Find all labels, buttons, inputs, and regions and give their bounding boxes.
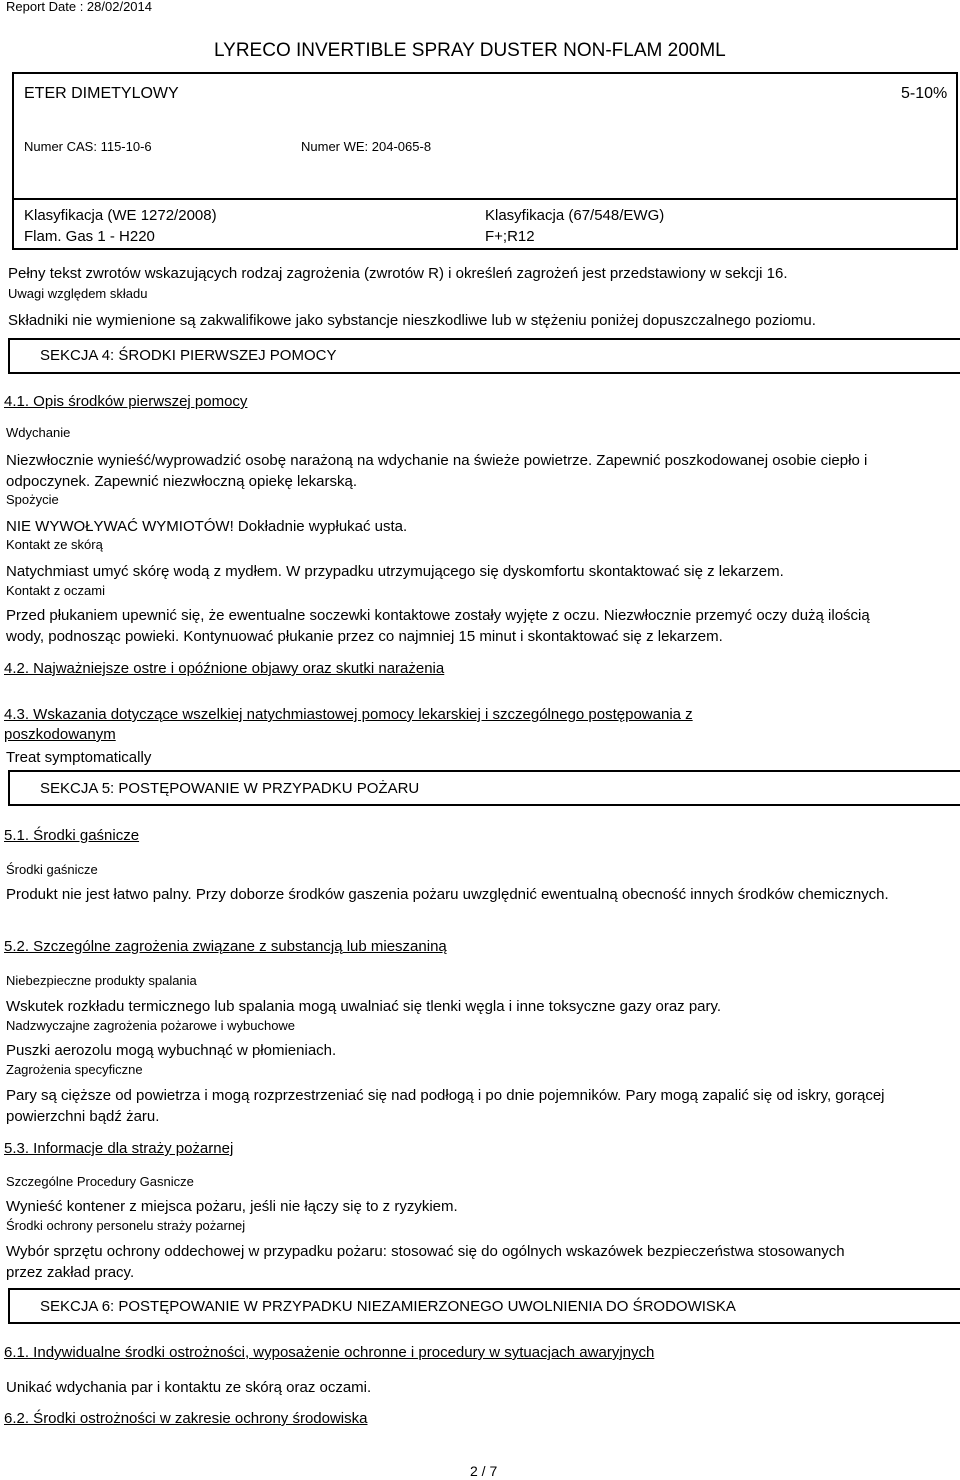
s52-title: 5.2. Szczególne zagrożenia związane z substancją lub mieszaniną (4, 938, 447, 955)
section5-header (8, 770, 960, 806)
full-text-note: Pełny tekst zwrotów wskazujących rodzaj zagrożenia (zwrotów R) i określeń zagrożeń jest przedstawiony w sekcji 16. (8, 265, 788, 282)
inhalation-text: Niezwłocznie wynieść/wyprowadzić osobę narażoną na wdychanie na świeże powietrze. Zapewnić poszkodowanej osobie ciepło i odpoczynek. Zapewnić niezwłoczną opiekę lekarską. (6, 452, 868, 490)
s53-title: 5.3. Informacje dla straży pożarnej (4, 1140, 234, 1157)
s51-title: 5.1. Środki gaśnicze (4, 827, 140, 844)
class-ewg-value: F+;R12 (485, 228, 535, 245)
skin-text: Natychmiast umyć skórę wodą z mydłem. W przypadku utrzymującego się dyskomfortu skontaktować się z lekarzem. (6, 563, 784, 580)
s42-title: 4.2. Najważniejsze ostre i opóźnione objawy oraz skutki narażenia (4, 660, 445, 677)
section6-title: SEKCJA 6: POSTĘPOWANIE W PRZYPADKU NIEZAMIERZONEGO UWOLNIENIA DO ŚRODOWISKA (40, 1298, 736, 1315)
ingestion-label: Spożycie (6, 492, 59, 507)
specific-label: Zagrożenia specyficzne (6, 1062, 143, 1077)
page-number: 2 / 7 (470, 1463, 498, 1479)
s43-title: 4.3. Wskazania dotyczące wszelkiej natychmiastowej pomocy lekarskiej i szczególnego postępowania z poszkodowanym (4, 706, 693, 743)
inhalation-label: Wdychanie (6, 425, 71, 440)
s43-text: Treat symptomatically (6, 749, 152, 766)
remarks-label: Uwagi względem składu (8, 286, 148, 301)
product-title: LYRECO INVERTIBLE SPRAY DUSTER NON-FLAM 200ML (214, 40, 726, 61)
eye-text: Przed płukaniem upewnić się, że ewentualne soczewki kontaktowe zostały wyjęte z oczu. Niezwłocznie przemyć oczy dużą ilością wody, podnosząc powieki. Kontynuować płukanie przez co najmniej 15 minut i skontaktować się z lekarzem. (6, 607, 870, 645)
section4-title: SEKCJA 4: ŚRODKI PIERWSZEJ POMOCY (40, 347, 337, 364)
remarks-text: Składniki nie wymienione są zakwalifikowe jako sybstancje nieszkodliwe lub w stężeniu poniżej dopuszczalnego poziomu. (8, 312, 816, 329)
fire-hazard-text: Puszki aerozolu mogą wybuchnąć w płomieniach. (6, 1042, 337, 1059)
section4-header (8, 338, 960, 374)
ingestion-text: NIE WYWOŁYWAĆ WYMIOTÓW! Dokładnie wypłukać usta. (6, 518, 408, 535)
class-ce-label: Klasyfikacja (WE 1272/2008) (24, 207, 217, 224)
s62-title: 6.2. Środki ostrożności w zakresie ochrony środowiska (4, 1410, 368, 1427)
s61-text: Unikać wdychania par i kontaktu ze skórą oraz oczami. (6, 1379, 372, 1396)
media-text: Produkt nie jest łatwo palny. Przy doborze środków gaszenia pożaru uwzględnić ewentualną obecność innych środków chemicznych. (6, 886, 889, 903)
eye-label: Kontakt z oczami (6, 583, 105, 598)
media-label: Środki gaśnicze (6, 862, 98, 877)
class-ce-value: Flam. Gas 1 - H220 (24, 228, 155, 245)
component-name: ETER DIMETYLOWY (24, 85, 179, 102)
fire-hazard-label: Nadzwyczajne zagrożenia pożarowe i wybuchowe (6, 1018, 296, 1033)
section6-header (8, 1288, 960, 1324)
we-number: Numer WE: 204-065-8 (301, 139, 432, 154)
combustion-text: Wskutek rozkładu termicznego lub spalania mogą uwalniać się tlenki węgla i inne toksyczne gazy oraz pary. (6, 998, 722, 1015)
s61-title: 6.1. Indywidualne środki ostrożności, wyposażenie ochronne i procedury w sytuacjach awaryjnych (4, 1344, 655, 1361)
cas-number: Numer CAS: 115-10-6 (24, 139, 152, 154)
s41-title: 4.1. Opis środków pierwszej pomocy (4, 393, 248, 410)
report-date: Report Date : 28/02/2014 (6, 0, 152, 14)
protection-label: Środki ochrony personelu straży pożarnej (6, 1218, 246, 1233)
component-divider (14, 198, 956, 200)
component-concentration: 5-10% (901, 85, 948, 102)
specific-text: Pary są cięższe od powietrza i mogą rozprzestrzeniać się nad podłogą i po dnie pojemników. Pary mogą zapalić się od iskry, gorącej powierzchni bądź żaru. (6, 1087, 885, 1125)
class-ewg-label: Klasyfikacja (67/548/EWG) (485, 207, 665, 224)
combustion-label: Niebezpieczne produkty spalania (6, 973, 197, 988)
procedures-text: Wynieść kontener z miejsca pożaru, jeśli nie łączy się to z ryzykiem. (6, 1198, 458, 1215)
protection-text: Wybór sprzętu ochrony oddechowej w przypadku pożaru: stosować się do ogólnych wskazówek bezpieczeństwa stosowanych przez zakład pracy. (6, 1243, 845, 1281)
procedures-label: Szczególne Procedury Gasnicze (6, 1174, 194, 1189)
skin-label: Kontakt ze skórą (6, 537, 103, 552)
section5-title: SEKCJA 5: POSTĘPOWANIE W PRZYPADKU POŻARU (40, 780, 420, 797)
